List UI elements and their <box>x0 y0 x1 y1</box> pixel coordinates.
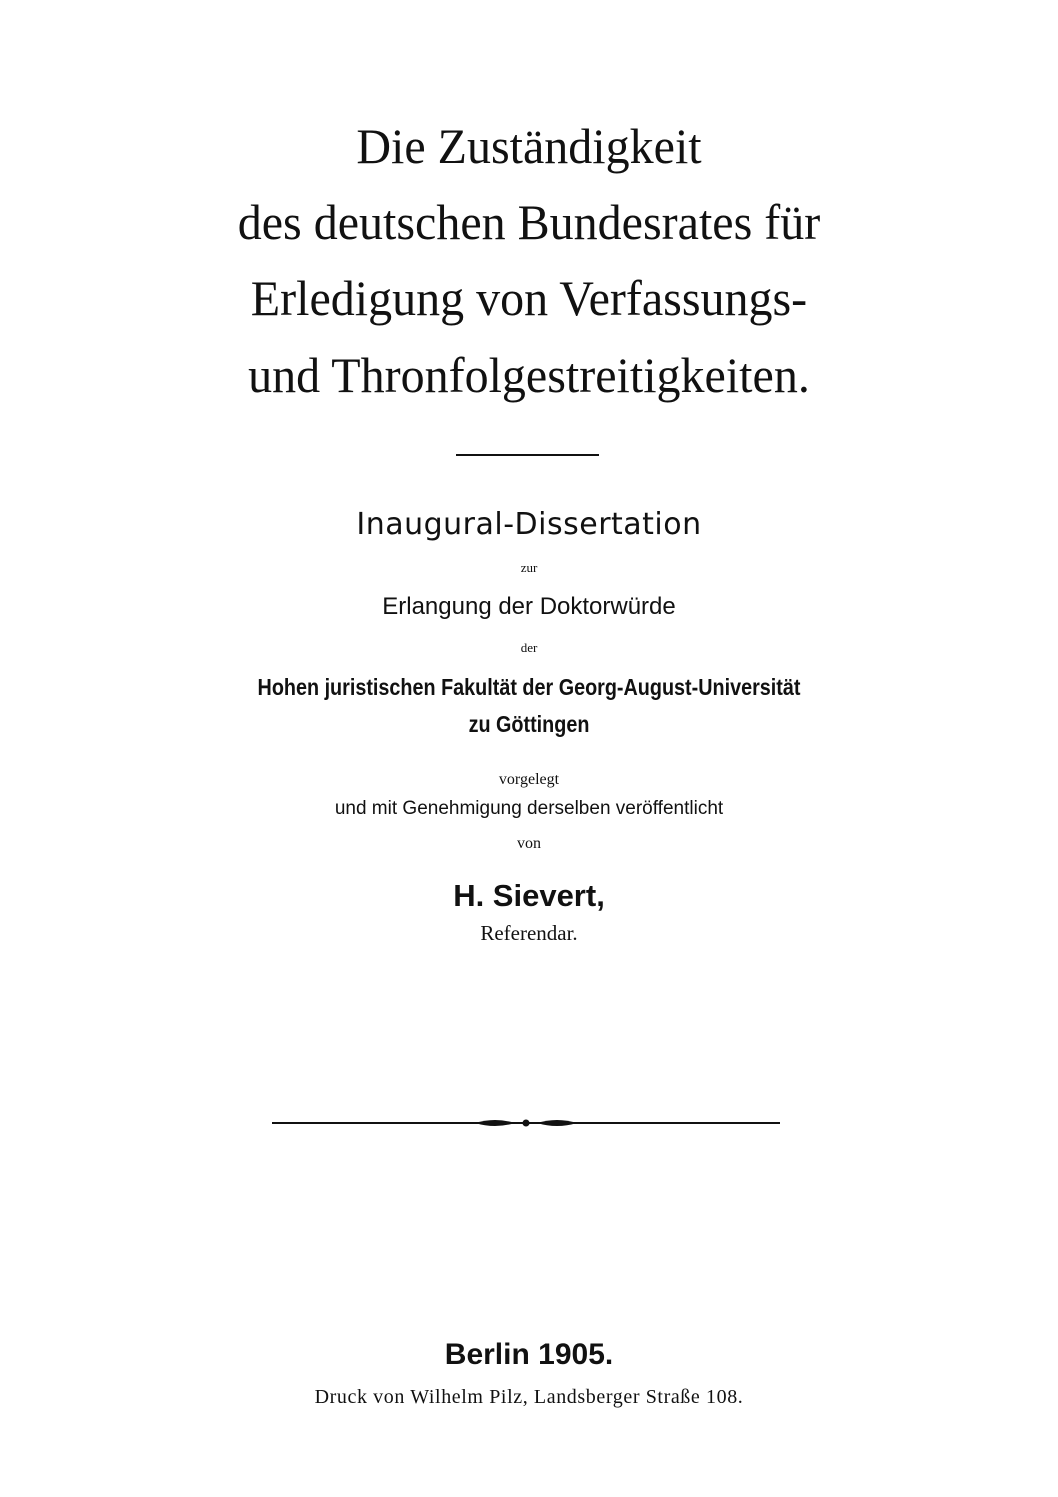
vorgelegt-text: vorgelegt <box>498 771 560 788</box>
faculty-line-2: zu Göttingen <box>468 711 590 737</box>
author-name: H. Sievert, <box>453 878 605 913</box>
der-text: der <box>520 640 538 655</box>
purpose-text: Erlangung der Doktorwürde <box>382 593 676 620</box>
title-line-1: Die Zuständigkeit <box>356 118 702 174</box>
dissertation-heading: Inaugural-Dissertation <box>356 507 702 542</box>
place-year: Berlin 1905. <box>444 1338 614 1371</box>
zur-text: zur <box>520 560 538 575</box>
title-line-4: und Thronfolgestreitigkeiten. <box>248 347 810 403</box>
printer-line: Druck von Wilhelm Pilz, Landsberger Straße 108. <box>314 1386 744 1408</box>
approval-text: und mit Genehmigung derselben veröffentlicht <box>334 798 724 819</box>
author-role: Referendar. <box>480 921 578 945</box>
von-text: von <box>517 835 541 852</box>
title-line-2: des deutschen Bundesrates für <box>237 194 821 250</box>
title-line-3: Erledigung von Verfassungs- <box>250 270 808 326</box>
faculty-line-1: Hohen juristischen Fakultät der Georg-August-Universität <box>257 674 801 700</box>
title-divider <box>456 454 599 456</box>
ornamental-divider <box>270 1114 782 1132</box>
